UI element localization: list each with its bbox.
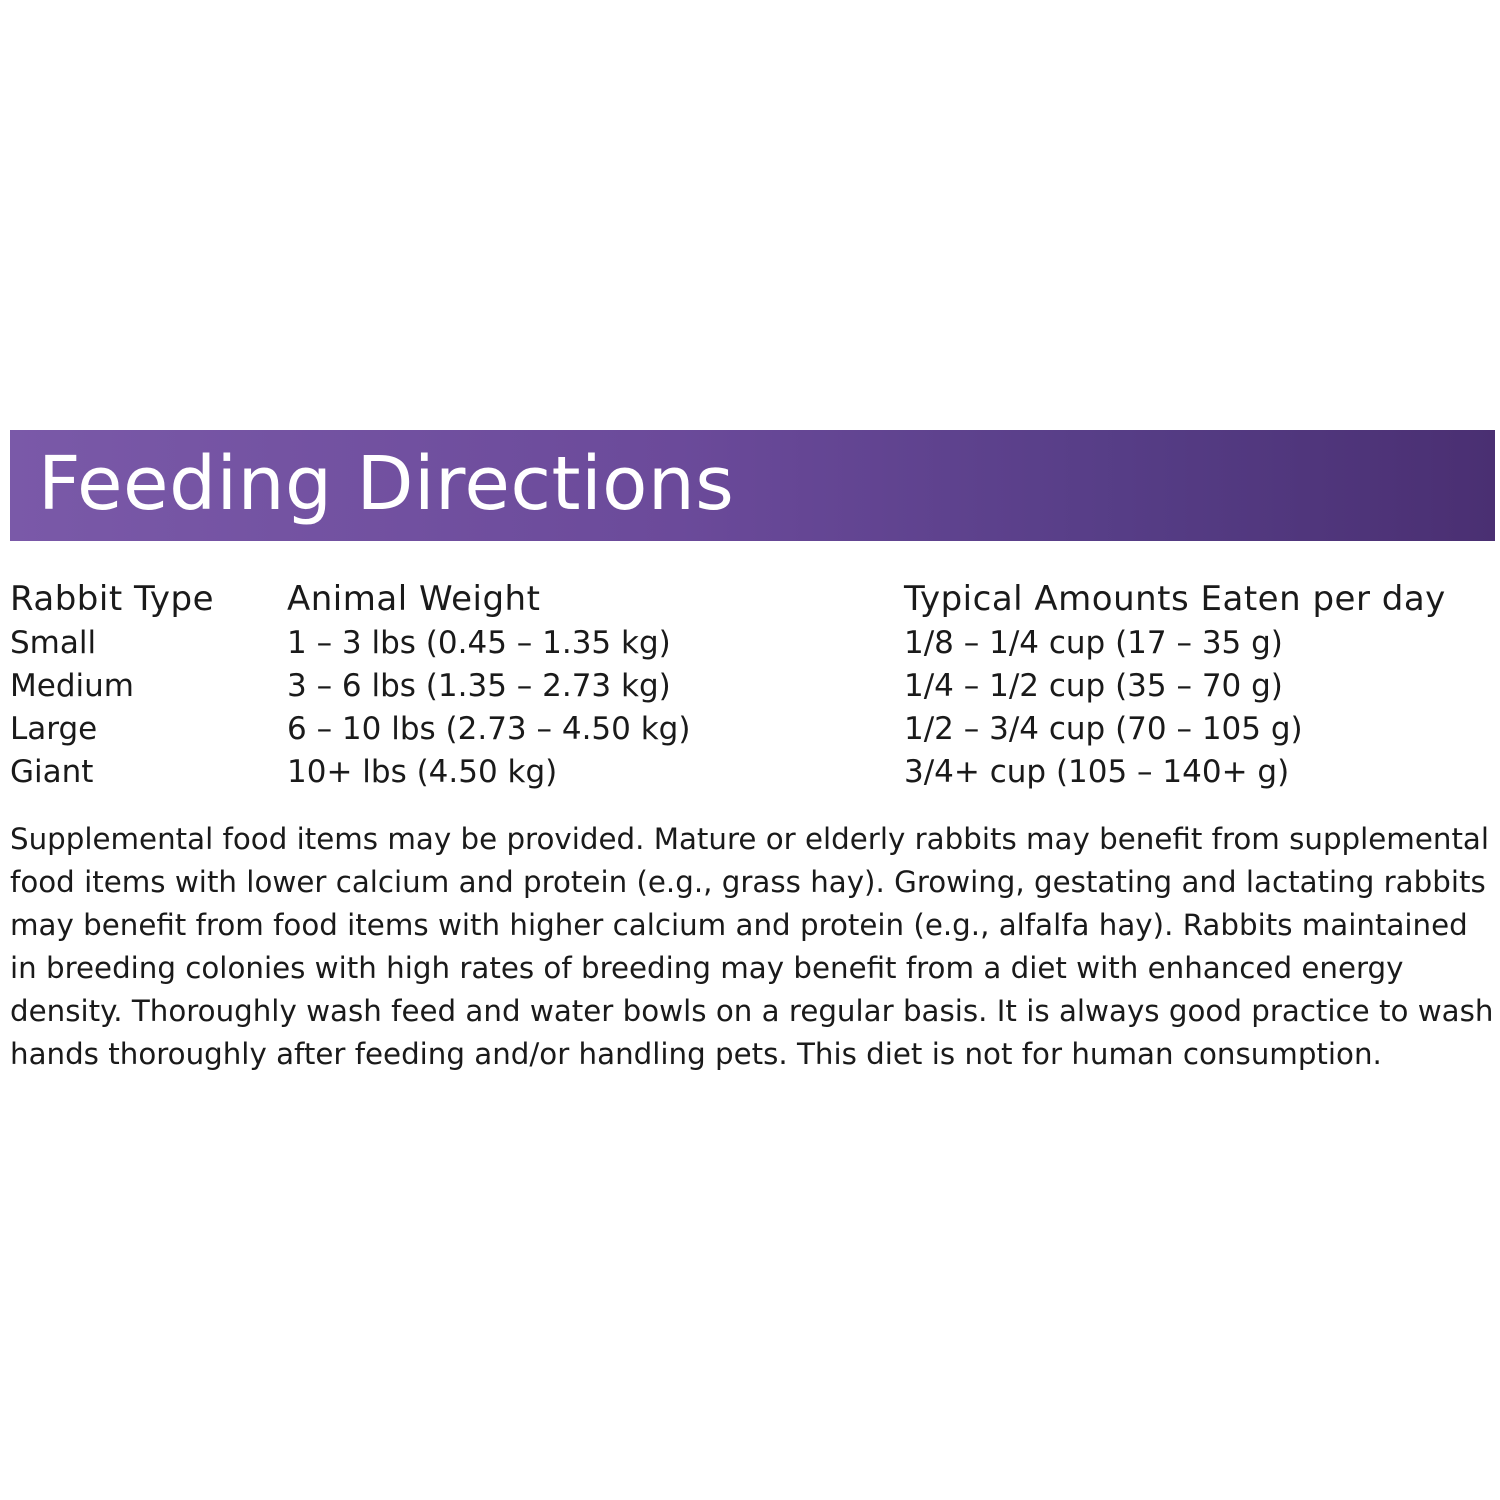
feeding-table — [10, 577, 1490, 794]
table-row — [10, 751, 1490, 794]
cell-animal-weight: 3 – 6 lbs (1.35 – 2.73 kg) — [287, 668, 671, 704]
cell-typical-amount: 3/4+ cup (105 – 140+ g) — [904, 754, 1290, 790]
table-row — [10, 665, 1490, 708]
cell-animal-weight: 1 – 3 lbs (0.45 – 1.35 kg) — [287, 625, 671, 661]
table-row — [10, 708, 1490, 751]
header-rabbit-type: Rabbit Type — [10, 579, 215, 619]
cell-typical-amount: 1/8 – 1/4 cup (17 – 35 g) — [904, 625, 1283, 661]
table-row — [10, 622, 1490, 665]
banner-title: Feeding Directions — [38, 441, 735, 527]
supplemental-notes — [10, 818, 1495, 1076]
cell-animal-weight: 10+ lbs (4.50 kg) — [287, 754, 558, 790]
header-animal-weight: Animal Weight — [287, 579, 541, 619]
notes-paragraph: Supplemental food items may be provided. Mature or elderly rabbits may benefit from supplemental food items with lower calcium and protein (e.g., grass hay). Growing, gestating and lactating rabbits may benefit from food items with higher calcium and protein (e.g., alfalfa hay). Rabbits maintained in breeding colonies with high rates of breeding may benefit from a diet with enhanced energy density. Thoroughly wash feed and water bowls on a regular basis. It is always good practice to wash hands thoroughly after feeding and/or handling pets. This diet is not for human consumption. — [10, 822, 1494, 1071]
cell-typical-amount: 1/2 – 3/4 cup (70 – 105 g) — [904, 711, 1303, 747]
cell-rabbit-type: Large — [10, 711, 98, 747]
cell-typical-amount: 1/4 – 1/2 cup (35 – 70 g) — [904, 668, 1283, 704]
table-header-row — [10, 577, 1490, 622]
cell-animal-weight: 6 – 10 lbs (2.73 – 4.50 kg) — [287, 711, 691, 747]
feeding-directions-banner — [10, 430, 1495, 541]
cell-rabbit-type: Medium — [10, 668, 134, 704]
cell-rabbit-type: Small — [10, 625, 97, 661]
header-typical-amounts: Typical Amounts Eaten per day — [904, 579, 1446, 619]
cell-rabbit-type: Giant — [10, 754, 94, 790]
